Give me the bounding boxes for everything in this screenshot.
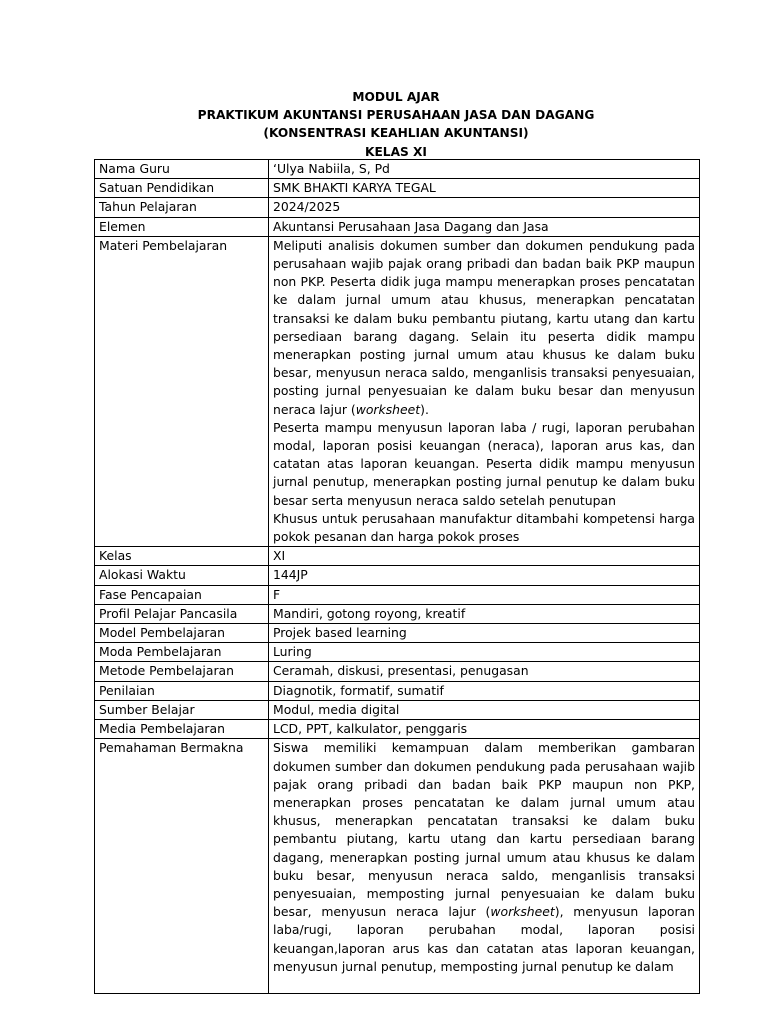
label-sumber-belajar: Sumber Belajar <box>95 700 269 719</box>
table-row <box>95 179 700 198</box>
label-elemen: Elemen <box>95 217 269 236</box>
materi-text-a: Meliputi analisis dokumen sumber dan dokumen pendukung pada perusahaan wajib pajak orang pribadi dan badan baik PKP maupun non PKP. Peserta didik juga mampu menerapkan proses pencatatan ke dalam jurnal umum atau khusus, menerapkan pencatatan transaksi ke dalam buku pembantu piutang, kartu utang dan kartu persediaan barang dagang. Selain itu peserta didik mampu menerapkan posting jurnal umum atau khusus ke dalam buku besar, menyusun neraca saldo, menganlisis transaksi penyesuaian, posting jurnal penyesuaian ke dalam buku besar dan menyusun neraca lajur ( <box>273 237 695 417</box>
value-metode-pembelajaran: Ceramah, diskusi, presentasi, penugasan <box>269 662 700 681</box>
course-title: PRAKTIKUM AKUNTANSI PERUSAHAAN JASA DAN DAGANG <box>197 108 595 123</box>
table-row <box>95 217 700 236</box>
pemahaman-text-a: Siswa memiliki kemampuan dalam memberikan gambaran dokumen sumber dan dokumen pendukung pada perusahaan wajib pajak orang pribadi dan badan baik PKP maupun non PKP, menerapkan proses pencatatan ke dalam jurnal umum atau khusus, menerapkan pencatatan transaksi ke dalam buku pembantu piutang, kartu utang dan kartu persediaan barang dagang, menerapkan posting jurnal umum atau khusus ke dalam buku besar, menyusun neraca saldo, menganlisis transaksi penyesuaian, memposting jurnal penyesuaian ke dalam buku besar, menyusun neraca lajur ( <box>273 740 695 920</box>
value-model-pembelajaran: Projek based learning <box>269 624 700 643</box>
value-pemahaman-bermakna <box>269 739 700 994</box>
label-kelas: Kelas <box>95 547 269 566</box>
label-moda-pembelajaran: Moda Pembelajaran <box>95 643 269 662</box>
materi-text-b: ). <box>420 401 429 417</box>
pemahaman-text <box>273 739 695 993</box>
table-row <box>95 236 700 546</box>
table-row <box>95 624 700 643</box>
table-row <box>95 585 700 604</box>
label-media-pembelajaran: Media Pembelajaran <box>95 720 269 739</box>
pemahaman-worksheet-term: worksheet <box>490 904 555 920</box>
module-info-table <box>94 159 700 994</box>
table-row <box>95 547 700 566</box>
pemahaman-text-b: ), menyusun laporan laba/rugi, laporan perubahan modal, laporan posisi keuangan,laporan arus kas dan catatan atas laporan keuangan, menyusun jurnal penutup, memposting jurnal penutup ke dalam <box>273 904 695 974</box>
value-kelas: XI <box>269 547 700 566</box>
class-title: KELAS XI <box>365 144 427 159</box>
table-row <box>95 720 700 739</box>
module-title: MODUL AJAR <box>352 90 440 104</box>
materi-paragraph-3: Khusus untuk perusahaan manufaktur ditambahi kompetensi harga pokok pesanan dan harga pokok proses <box>273 510 695 545</box>
label-penilaian: Penilaian <box>95 681 269 700</box>
label-satuan-pendidikan: Satuan Pendidikan <box>95 179 269 198</box>
table-row <box>95 160 700 179</box>
value-alokasi-waktu: 144JP <box>269 566 700 585</box>
value-nama-guru: ‘Ulya Nabiila, S, Pd <box>269 160 700 179</box>
table-row <box>95 662 700 681</box>
value-materi-pembelajaran <box>269 236 700 546</box>
value-tahun-pelajaran: 2024/2025 <box>269 198 700 217</box>
label-model-pembelajaran: Model Pembelajaran <box>95 624 269 643</box>
label-nama-guru: Nama Guru <box>95 160 269 179</box>
table-row <box>95 643 700 662</box>
value-sumber-belajar: Modul, media digital <box>269 700 700 719</box>
value-fase-pencapaian: F <box>269 585 700 604</box>
value-elemen: Akuntansi Perusahaan Jasa Dagang dan Jasa <box>269 217 700 236</box>
value-satuan-pendidikan: SMK BHAKTI KARYA TEGAL <box>269 179 700 198</box>
value-moda-pembelajaran: Luring <box>269 643 700 662</box>
table-row <box>95 700 700 719</box>
materi-paragraph-2: Peserta mampu menyusun laporan laba / rugi, laporan perubahan modal, laporan posisi keuangan (neraca), laporan arus kas, dan catatan atas laporan keuangan. Peserta didik mampu menyusun jurnal penutup, menerapkan posting jurnal penutup ke dalam buku besar serta menyusun neraca saldo setelah penutupan <box>273 419 695 508</box>
concentration-title: (KONSENTRASI KEAHLIAN AKUNTANSI) <box>263 126 529 141</box>
value-penilaian: Diagnotik, formatif, sumatif <box>269 681 700 700</box>
table-row <box>95 739 700 994</box>
label-tahun-pelajaran: Tahun Pelajaran <box>95 198 269 217</box>
value-media-pembelajaran: LCD, PPT, kalkulator, penggaris <box>269 720 700 739</box>
table-row <box>95 198 700 217</box>
label-materi-pembelajaran: Materi Pembelajaran <box>95 236 269 546</box>
materi-worksheet-term: worksheet <box>355 401 421 417</box>
table-row <box>95 566 700 585</box>
label-pemahaman-bermakna: Pemahaman Bermakna <box>95 739 269 994</box>
table-row <box>95 681 700 700</box>
label-fase-pencapaian: Fase Pencapaian <box>95 585 269 604</box>
label-metode-pembelajaran: Metode Pembelajaran <box>95 662 269 681</box>
label-profil-pelajar: Profil Pelajar Pancasila <box>95 604 269 623</box>
label-alokasi-waktu: Alokasi Waktu <box>95 566 269 585</box>
value-profil-pelajar: Mandiri, gotong royong, kreatif <box>269 604 700 623</box>
table-row <box>95 604 700 623</box>
document-title-block <box>94 88 698 161</box>
materi-paragraph-1 <box>273 237 695 419</box>
